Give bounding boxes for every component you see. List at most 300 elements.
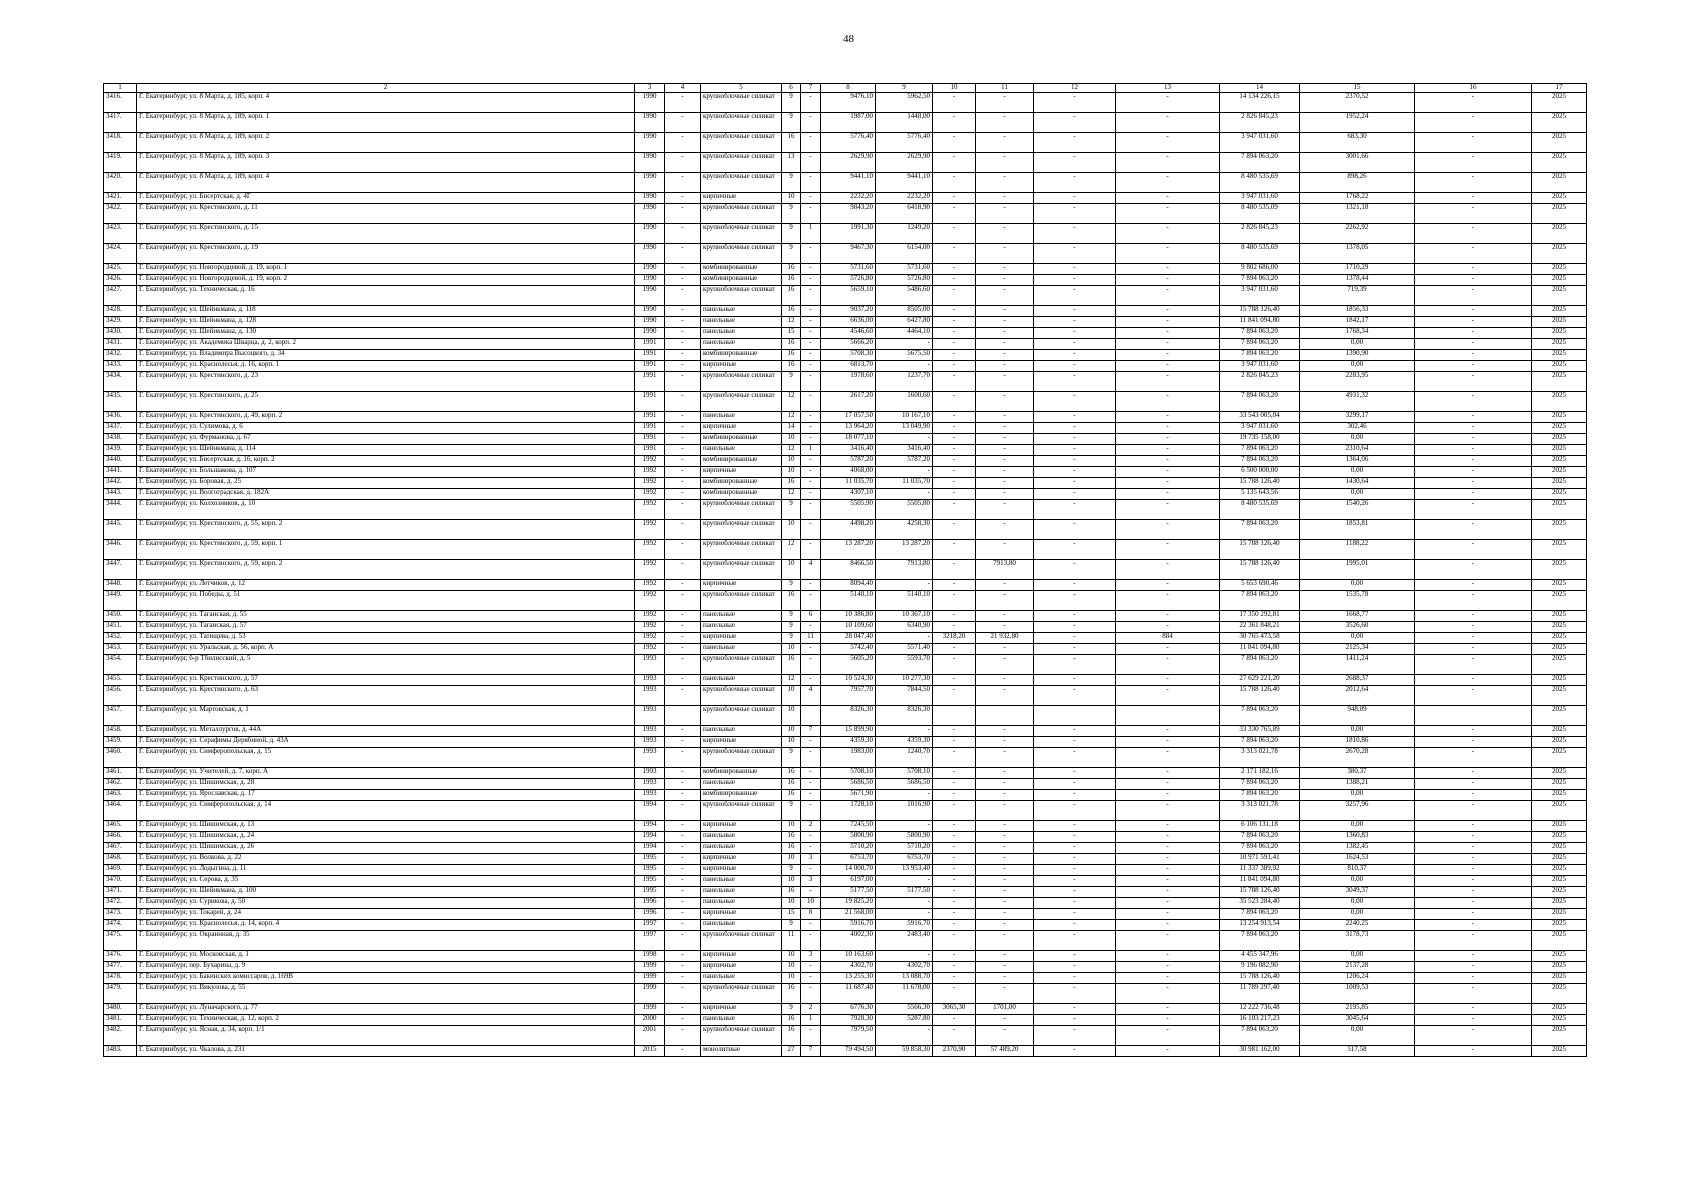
cell-col-index: 3452. bbox=[104, 633, 137, 644]
cell-col-year-planned: 2025 bbox=[1532, 224, 1587, 244]
cell-col-index: 3427. bbox=[104, 286, 137, 306]
cell-col-year-planned: 2025 bbox=[1532, 560, 1587, 580]
cell-col-address: Г. Екатеринбург, ул. Крестинского, д. 49, корп. 2 bbox=[137, 412, 635, 423]
cell-col-12: - bbox=[1034, 951, 1116, 962]
cell-col-total-area: 13 287,20 bbox=[821, 540, 876, 560]
cell-col-floors: 12 bbox=[782, 317, 801, 328]
cell-col-10: - bbox=[933, 686, 976, 706]
cell-col-cost-per-sqm: 0,00 bbox=[1300, 633, 1415, 644]
cell-col-4: - bbox=[665, 412, 701, 423]
cell-col-7: - bbox=[801, 748, 821, 768]
cell-col-11: - bbox=[976, 193, 1034, 204]
cell-col-cost: 15 788 126,40 bbox=[1220, 478, 1300, 489]
cell-col-cost-per-sqm: 1321,18 bbox=[1300, 204, 1415, 224]
cell-col-year-planned: 2025 bbox=[1532, 540, 1587, 560]
cell-col-cost-per-sqm: 3045,64 bbox=[1300, 1015, 1415, 1026]
cell-col-year: 1992 bbox=[635, 611, 665, 622]
table-row bbox=[104, 865, 1587, 876]
cell-col-cost-per-sqm: 4931,32 bbox=[1300, 392, 1415, 412]
cell-col-10: - bbox=[933, 790, 976, 801]
cell-col-address: Г. Екатеринбург, ул. Колхозников, д. 10 bbox=[137, 500, 635, 520]
cell-col-wall-material: панельные bbox=[701, 876, 782, 887]
cell-col-floors: 12 bbox=[782, 540, 801, 560]
cell-col-cost: 8 480 535,69 bbox=[1220, 173, 1300, 193]
cell-col-16: - bbox=[1415, 328, 1532, 339]
cell-col-10: - bbox=[933, 726, 976, 737]
cell-col-wall-material: крупноблочные силикат bbox=[701, 153, 782, 173]
cell-col-12: - bbox=[1034, 686, 1116, 706]
cell-col-16: - bbox=[1415, 962, 1532, 973]
cell-col-4: - bbox=[665, 951, 701, 962]
cell-col-year-planned: 2025 bbox=[1532, 611, 1587, 622]
cell-col-7: 2 bbox=[801, 821, 821, 832]
cell-col-total-area: 9037,20 bbox=[821, 306, 876, 317]
cell-col-residential-area: 2232,20 bbox=[876, 193, 933, 204]
cell-col-wall-material: крупноблочные силикат bbox=[701, 372, 782, 392]
cell-col-wall-material: крупноблочные силикат bbox=[701, 113, 782, 133]
cell-col-16: - bbox=[1415, 113, 1532, 133]
cell-col-total-area: 6636,00 bbox=[821, 317, 876, 328]
cell-col-year-planned: 2025 bbox=[1532, 350, 1587, 361]
cell-col-total-area: 10 386,80 bbox=[821, 611, 876, 622]
cell-col-12: - bbox=[1034, 467, 1116, 478]
cell-col-7: - bbox=[801, 456, 821, 467]
cell-col-4: - bbox=[665, 865, 701, 876]
cell-col-11: - bbox=[976, 264, 1034, 275]
cell-col-address: Г. Екатеринбург, ул. Шейнкмана, д. 130 bbox=[137, 328, 635, 339]
table-row bbox=[104, 113, 1587, 133]
cell-col-year-planned: 2025 bbox=[1532, 113, 1587, 133]
table-row bbox=[104, 768, 1587, 779]
cell-col-13: - bbox=[1116, 920, 1220, 931]
cell-col-residential-area: 5686,50 bbox=[876, 779, 933, 790]
cell-col-year: 1990 bbox=[635, 328, 665, 339]
cell-col-floors: 16 bbox=[782, 779, 801, 790]
cell-col-index: 3429. bbox=[104, 317, 137, 328]
cell-col-13: - bbox=[1116, 264, 1220, 275]
cell-col-cost-per-sqm: 1411,24 bbox=[1300, 655, 1415, 675]
cell-col-address: Г. Екатеринбург, ул. Учителей, д. 7, корп. А bbox=[137, 768, 635, 779]
cell-col-index: 3467. bbox=[104, 843, 137, 854]
cell-col-floors: 10 bbox=[782, 686, 801, 706]
cell-col-address: Г. Екатеринбург, ул. Академика Шварца, д. 2, корп. 2 bbox=[137, 339, 635, 350]
cell-col-12: - bbox=[1034, 339, 1116, 350]
cell-col-total-area: 1978,60 bbox=[821, 372, 876, 392]
cell-col-7: - bbox=[801, 489, 821, 500]
cell-col-11: - bbox=[976, 591, 1034, 611]
table-row bbox=[104, 1015, 1587, 1026]
cell-col-11: - bbox=[976, 467, 1034, 478]
cell-col-floors: 16 bbox=[782, 832, 801, 843]
cell-col-address: Г. Екатеринбург, ул. Бисертская, д. 16, корп. 2 bbox=[137, 456, 635, 467]
cell-col-11 bbox=[976, 706, 1034, 726]
cell-col-7: - bbox=[801, 540, 821, 560]
cell-col-16: - bbox=[1415, 644, 1532, 655]
cell-col-16: - bbox=[1415, 887, 1532, 898]
cell-col-address: Г. Екатеринбург, ул. Летчиков, д. 12 bbox=[137, 580, 635, 591]
cell-col-10: - bbox=[933, 644, 976, 655]
cell-col-year-planned: 2025 bbox=[1532, 392, 1587, 412]
cell-col-floors: 16 bbox=[782, 790, 801, 801]
cell-col-10: - bbox=[933, 655, 976, 675]
cell-col-16: - bbox=[1415, 832, 1532, 843]
cell-col-16: - bbox=[1415, 1015, 1532, 1026]
cell-col-total-area: 9467,30 bbox=[821, 244, 876, 264]
cell-col-wall-material: комбинированные bbox=[701, 489, 782, 500]
cell-col-total-area: 13 964,20 bbox=[821, 423, 876, 434]
cell-col-13: - bbox=[1116, 737, 1220, 748]
cell-col-12: - bbox=[1034, 1046, 1116, 1057]
cell-col-cost-per-sqm: 2240,25 bbox=[1300, 920, 1415, 931]
cell-col-total-area: 4307,10 bbox=[821, 489, 876, 500]
cell-col-address: Г. Екатеринбург, ул. 8 Марта, д. 189, корп. 3 bbox=[137, 153, 635, 173]
cell-col-13: - bbox=[1116, 204, 1220, 224]
cell-col-index: 3450. bbox=[104, 611, 137, 622]
header-col-address: 2 bbox=[137, 84, 635, 93]
cell-col-residential-area: 5962,50 bbox=[876, 93, 933, 113]
cell-col-total-area: 5710,20 bbox=[821, 843, 876, 854]
cell-col-year-planned: 2025 bbox=[1532, 865, 1587, 876]
cell-col-index: 3457. bbox=[104, 706, 137, 726]
cell-col-12: - bbox=[1034, 931, 1116, 951]
cell-col-7: 3 bbox=[801, 854, 821, 865]
cell-col-4: - bbox=[665, 133, 701, 153]
cell-col-11: - bbox=[976, 644, 1034, 655]
cell-col-10: - bbox=[933, 489, 976, 500]
cell-col-12: - bbox=[1034, 392, 1116, 412]
cell-col-index: 3479. bbox=[104, 984, 137, 1004]
cell-col-year: 1994 bbox=[635, 801, 665, 821]
cell-col-total-area: 5708,10 bbox=[821, 768, 876, 779]
cell-col-cost: 35 523 284,40 bbox=[1220, 898, 1300, 909]
cell-col-7: - bbox=[801, 328, 821, 339]
cell-col-index: 3448. bbox=[104, 580, 137, 591]
cell-col-floors: 16 bbox=[782, 478, 801, 489]
cell-col-year: 1992 bbox=[635, 520, 665, 540]
cell-col-4: - bbox=[665, 489, 701, 500]
cell-col-wall-material: панельные bbox=[701, 898, 782, 909]
cell-col-16: - bbox=[1415, 876, 1532, 887]
cell-col-4: - bbox=[665, 876, 701, 887]
cell-col-total-area: 1728,10 bbox=[821, 801, 876, 821]
cell-col-residential-area: 5505,80 bbox=[876, 500, 933, 520]
cell-col-total-area: 2232,20 bbox=[821, 193, 876, 204]
cell-col-index: 3423. bbox=[104, 224, 137, 244]
cell-col-16: - bbox=[1415, 153, 1532, 173]
cell-col-address: Г. Екатеринбург, пер. Бухарина, д. 9 bbox=[137, 962, 635, 973]
cell-col-cost: 15 788 126,40 bbox=[1220, 560, 1300, 580]
cell-col-cost-per-sqm: 1206,24 bbox=[1300, 973, 1415, 984]
cell-col-address: Г. Екатеринбург, б-р Тбилисский, д. 5 bbox=[137, 655, 635, 675]
cell-col-wall-material: крупноблочные силикат bbox=[701, 931, 782, 951]
cell-col-cost-per-sqm: 0,00 bbox=[1300, 361, 1415, 372]
cell-col-year: 1990 bbox=[635, 93, 665, 113]
cell-col-4: - bbox=[665, 372, 701, 392]
cell-col-total-area: 5140,10 bbox=[821, 591, 876, 611]
cell-col-10: - bbox=[933, 832, 976, 843]
cell-col-10: - bbox=[933, 520, 976, 540]
cell-col-year-planned: 2025 bbox=[1532, 951, 1587, 962]
cell-col-10: - bbox=[933, 1015, 976, 1026]
cell-col-index: 3478. bbox=[104, 973, 137, 984]
cell-col-index: 3461. bbox=[104, 768, 137, 779]
cell-col-floors: 12 bbox=[782, 445, 801, 456]
cell-col-7: - bbox=[801, 244, 821, 264]
cell-col-4: - bbox=[665, 644, 701, 655]
cell-col-year: 1998 bbox=[635, 951, 665, 962]
cell-col-residential-area: - bbox=[876, 951, 933, 962]
cell-col-wall-material: комбинированные bbox=[701, 264, 782, 275]
cell-col-total-area: 4546,60 bbox=[821, 328, 876, 339]
table-row bbox=[104, 821, 1587, 832]
cell-col-7: - bbox=[801, 580, 821, 591]
cell-col-wall-material: панельные bbox=[701, 644, 782, 655]
cell-col-10: - bbox=[933, 275, 976, 286]
cell-col-total-area: 5177,50 bbox=[821, 887, 876, 898]
cell-col-wall-material: кирпичные bbox=[701, 423, 782, 434]
cell-col-cost-per-sqm: 2670,28 bbox=[1300, 748, 1415, 768]
cell-col-10: - bbox=[933, 779, 976, 790]
cell-col-address: Г. Екатеринбург, ул. Крестинского, д. 59, корп. 2 bbox=[137, 560, 635, 580]
cell-col-16: - bbox=[1415, 224, 1532, 244]
cell-col-10: - bbox=[933, 372, 976, 392]
cell-col-11: - bbox=[976, 951, 1034, 962]
cell-col-floors: 9 bbox=[782, 224, 801, 244]
cell-col-residential-area: 1448,00 bbox=[876, 113, 933, 133]
cell-col-10: - bbox=[933, 801, 976, 821]
cell-col-cost-per-sqm: 3049,37 bbox=[1300, 887, 1415, 898]
cell-col-cost: 12 222 736,48 bbox=[1220, 1004, 1300, 1015]
cell-col-13: - bbox=[1116, 790, 1220, 801]
cell-col-13: - bbox=[1116, 113, 1220, 133]
cell-col-12: - bbox=[1034, 372, 1116, 392]
cell-col-wall-material: крупноблочные силикат bbox=[701, 748, 782, 768]
cell-col-11: - bbox=[976, 737, 1034, 748]
cell-col-4: - bbox=[665, 591, 701, 611]
cell-col-11: 57 489,20 bbox=[976, 1046, 1034, 1057]
cell-col-cost: 22 361 848,21 bbox=[1220, 622, 1300, 633]
cell-col-cost-per-sqm: 1668,77 bbox=[1300, 611, 1415, 622]
cell-col-cost-per-sqm: 0,00 bbox=[1300, 339, 1415, 350]
cell-col-cost: 3 947 031,60 bbox=[1220, 133, 1300, 153]
cell-col-cost-per-sqm: 0,00 bbox=[1300, 790, 1415, 801]
cell-col-4: - bbox=[665, 821, 701, 832]
cell-col-16: - bbox=[1415, 737, 1532, 748]
cell-col-13: - bbox=[1116, 686, 1220, 706]
cell-col-address: Г. Екатеринбург, ул. Крестинского, д. 59, корп. 1 bbox=[137, 540, 635, 560]
cell-col-cost-per-sqm: 517,58 bbox=[1300, 1046, 1415, 1057]
table-row bbox=[104, 644, 1587, 655]
cell-col-index: 3445. bbox=[104, 520, 137, 540]
cell-col-index: 3436. bbox=[104, 412, 137, 423]
cell-col-index: 3465. bbox=[104, 821, 137, 832]
cell-col-index: 3472. bbox=[104, 898, 137, 909]
cell-col-12: - bbox=[1034, 434, 1116, 445]
cell-col-address: Г. Екатеринбург, ул. Шейнкмана, д. 114 bbox=[137, 445, 635, 456]
cell-col-year: 1993 bbox=[635, 790, 665, 801]
cell-col-wall-material: крупноблочные силикат bbox=[701, 173, 782, 193]
cell-col-13: - bbox=[1116, 984, 1220, 1004]
cell-col-4 bbox=[665, 706, 701, 726]
header-col-index: 1 bbox=[104, 84, 137, 93]
cell-col-10: - bbox=[933, 133, 976, 153]
cell-col-7: - bbox=[801, 500, 821, 520]
cell-col-cost: 7 894 063,20 bbox=[1220, 1026, 1300, 1046]
cell-col-address: Г. Екатеринбург, ул. Татищева, д. 53 bbox=[137, 633, 635, 644]
cell-col-cost: 2 826 845,23 bbox=[1220, 224, 1300, 244]
cell-col-11: - bbox=[976, 843, 1034, 854]
cell-col-total-area: 5708,30 bbox=[821, 350, 876, 361]
cell-col-total-area: 5731,60 bbox=[821, 264, 876, 275]
cell-col-year-planned: 2025 bbox=[1532, 931, 1587, 951]
table-row bbox=[104, 931, 1587, 951]
cell-col-13: - bbox=[1116, 328, 1220, 339]
cell-col-address: Г. Екатеринбург, ул. Техническая, д. 16 bbox=[137, 286, 635, 306]
cell-col-floors: 9 bbox=[782, 633, 801, 644]
header-col-residential-area: 9 bbox=[876, 84, 933, 93]
cell-col-cost: 2 826 845,23 bbox=[1220, 113, 1300, 133]
cell-col-4: - bbox=[665, 224, 701, 244]
cell-col-7: - bbox=[801, 655, 821, 675]
cell-col-floors: 9 bbox=[782, 865, 801, 876]
cell-col-year: 1992 bbox=[635, 456, 665, 467]
cell-col-10: - bbox=[933, 1026, 976, 1046]
cell-col-year: 1990 bbox=[635, 133, 665, 153]
cell-col-13: - bbox=[1116, 339, 1220, 350]
cell-col-index: 3474. bbox=[104, 920, 137, 931]
cell-col-wall-material: панельные bbox=[701, 328, 782, 339]
table-row bbox=[104, 500, 1587, 520]
cell-col-floors: 10 bbox=[782, 520, 801, 540]
cell-col-year: 1992 bbox=[635, 500, 665, 520]
cell-col-residential-area: 4464,10 bbox=[876, 328, 933, 339]
cell-col-wall-material: панельные bbox=[701, 445, 782, 456]
cell-col-10: - bbox=[933, 622, 976, 633]
cell-col-7: - bbox=[801, 193, 821, 204]
cell-col-10: - bbox=[933, 224, 976, 244]
cell-col-residential-area: - bbox=[876, 1026, 933, 1046]
cell-col-address: Г. Екатеринбург, ул. Шишимская, д. 26 bbox=[137, 843, 635, 854]
cell-col-13: - bbox=[1116, 560, 1220, 580]
cell-col-13: - bbox=[1116, 843, 1220, 854]
cell-col-index: 3428. bbox=[104, 306, 137, 317]
cell-col-16: - bbox=[1415, 520, 1532, 540]
cell-col-11: - bbox=[976, 93, 1034, 113]
cell-col-index: 3476. bbox=[104, 951, 137, 962]
cell-col-16: - bbox=[1415, 193, 1532, 204]
cell-col-16: - bbox=[1415, 133, 1532, 153]
cell-col-residential-area: 2629,90 bbox=[876, 153, 933, 173]
cell-col-12: - bbox=[1034, 854, 1116, 865]
cell-col-index: 3480. bbox=[104, 1004, 137, 1015]
header-col-year-planned: 17 bbox=[1532, 84, 1587, 93]
cell-col-16: - bbox=[1415, 951, 1532, 962]
cell-col-cost-per-sqm: 0,00 bbox=[1300, 898, 1415, 909]
cell-col-wall-material: монолитные bbox=[701, 1046, 782, 1057]
cell-col-total-area: 9476,10 bbox=[821, 93, 876, 113]
cell-col-13: - bbox=[1116, 456, 1220, 467]
cell-col-7: - bbox=[801, 962, 821, 973]
cell-col-wall-material: крупноблочные силикат bbox=[701, 500, 782, 520]
cell-col-wall-material: кирпичные bbox=[701, 951, 782, 962]
cell-col-cost-per-sqm: 683,30 bbox=[1300, 133, 1415, 153]
cell-col-cost-per-sqm: 3299,17 bbox=[1300, 412, 1415, 423]
cell-col-7: 7 bbox=[801, 726, 821, 737]
cell-col-cost: 11 841 094,80 bbox=[1220, 317, 1300, 328]
cell-col-year: 1994 bbox=[635, 832, 665, 843]
cell-col-4: - bbox=[665, 909, 701, 920]
cell-col-year-planned: 2025 bbox=[1532, 768, 1587, 779]
cell-col-index: 3417. bbox=[104, 113, 137, 133]
cell-col-7: 8 bbox=[801, 909, 821, 920]
cell-col-11: - bbox=[976, 748, 1034, 768]
cell-col-wall-material: панельные bbox=[701, 611, 782, 622]
cell-col-floors: 10 bbox=[782, 876, 801, 887]
cell-col-cost-per-sqm: 0,00 bbox=[1300, 489, 1415, 500]
cell-col-13: - bbox=[1116, 821, 1220, 832]
cell-col-12 bbox=[1034, 706, 1116, 726]
cell-col-year: 1991 bbox=[635, 434, 665, 445]
cell-col-year-planned: 2025 bbox=[1532, 973, 1587, 984]
cell-col-4: - bbox=[665, 1015, 701, 1026]
cell-col-10: - bbox=[933, 423, 976, 434]
cell-col-wall-material: крупноблочные силикат bbox=[701, 244, 782, 264]
cell-col-wall-material: кирпичные bbox=[701, 854, 782, 865]
cell-col-16: - bbox=[1415, 931, 1532, 951]
cell-col-10: - bbox=[933, 500, 976, 520]
cell-col-cost-per-sqm: 1853,81 bbox=[1300, 520, 1415, 540]
cell-col-year: 1992 bbox=[635, 580, 665, 591]
cell-col-12: - bbox=[1034, 328, 1116, 339]
cell-col-12: - bbox=[1034, 244, 1116, 264]
cell-col-11: - bbox=[976, 779, 1034, 790]
cell-col-13: - bbox=[1116, 478, 1220, 489]
cell-col-11: - bbox=[976, 920, 1034, 931]
cell-col-address: Г. Екатеринбург, ул. Окраинная, д. 35 bbox=[137, 931, 635, 951]
cell-col-wall-material: кирпичные bbox=[701, 865, 782, 876]
cell-col-cost-per-sqm: 2012,64 bbox=[1300, 686, 1415, 706]
cell-col-10 bbox=[933, 706, 976, 726]
table-row bbox=[104, 887, 1587, 898]
cell-col-wall-material: панельные bbox=[701, 843, 782, 854]
cell-col-year: 1990 bbox=[635, 113, 665, 133]
cell-col-index: 3425. bbox=[104, 264, 137, 275]
table-row bbox=[104, 412, 1587, 423]
cell-col-year-planned: 2025 bbox=[1532, 286, 1587, 306]
cell-col-4: - bbox=[665, 153, 701, 173]
cell-col-residential-area: 5486,60 bbox=[876, 286, 933, 306]
header-col-floors: 6 bbox=[782, 84, 801, 93]
cell-col-floors: 12 bbox=[782, 675, 801, 686]
cell-col-12: - bbox=[1034, 876, 1116, 887]
cell-col-7: - bbox=[801, 984, 821, 1004]
cell-col-4: - bbox=[665, 204, 701, 224]
cell-col-7: - bbox=[801, 306, 821, 317]
cell-col-address: Г. Екатеринбург, ул. Серафимы Дерябиной, д. 43А bbox=[137, 737, 635, 748]
cell-col-residential-area: 6154,00 bbox=[876, 244, 933, 264]
cell-col-floors: 16 bbox=[782, 1026, 801, 1046]
cell-col-year: 1993 bbox=[635, 726, 665, 737]
cell-col-16: - bbox=[1415, 973, 1532, 984]
cell-col-12: - bbox=[1034, 865, 1116, 876]
cell-col-year: 1991 bbox=[635, 392, 665, 412]
cell-col-13: - bbox=[1116, 306, 1220, 317]
cell-col-residential-area: 10 277,30 bbox=[876, 675, 933, 686]
cell-col-11: - bbox=[976, 931, 1034, 951]
cell-col-7: - bbox=[801, 434, 821, 445]
table-row bbox=[104, 286, 1587, 306]
cell-col-residential-area: 5776,40 bbox=[876, 133, 933, 153]
